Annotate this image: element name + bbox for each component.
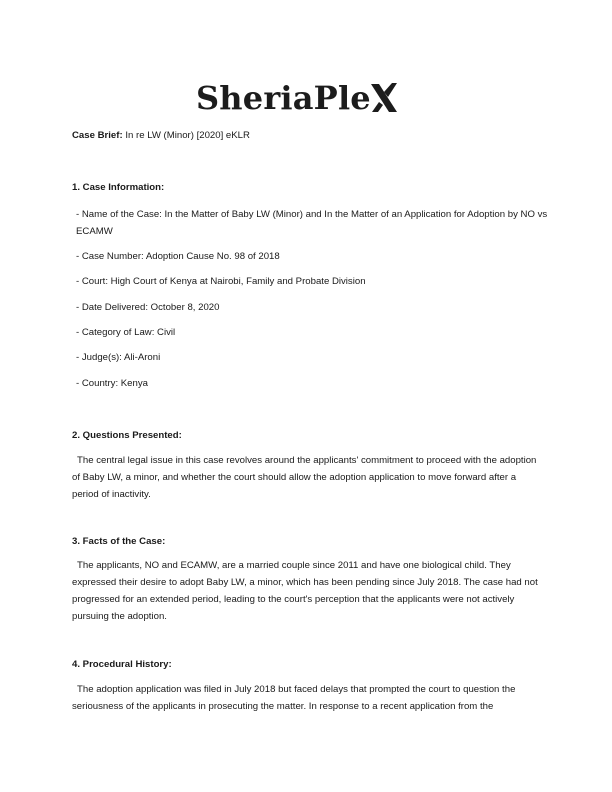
section-heading: 1. Case Information: (72, 182, 165, 193)
date-delivered-item: - Date Delivered: October 8, 2020 (76, 302, 220, 313)
sheriaplex-logo (196, 76, 426, 120)
case-brief-label: Case Brief: (72, 130, 123, 141)
section-heading: 3. Facts of the Case: (72, 536, 166, 547)
case-brief-line (72, 127, 544, 144)
case-name-item: - Name of the Case: In the Matter of Baby LW (Minor) and In the Matter of an Application for Adoption by NO vs ECAMW (76, 209, 548, 237)
judges-item: - Judge(s): Ali-Aroni (76, 352, 161, 363)
logo-x-mark-icon (370, 82, 398, 114)
questions-paragraph: The central legal issue in this case revolves around the applicants' commitment to proceed with the adoption of Baby LW, a minor, and whether the court should allow the adoption application to move forward after a period of inactivity. (72, 455, 537, 500)
case-number-item: - Case Number: Adoption Cause No. 98 of 2018 (76, 251, 280, 262)
section-heading: 4. Procedural History: (72, 659, 172, 670)
country-item: - Country: Kenya (76, 378, 148, 389)
logo-wordmark: SheriaPle (196, 79, 371, 117)
procedural-history-paragraph: The adoption application was filed in July 2018 but faced delays that prompted the court to question the seriousness of the applicants in prosecuting the matter. In response to a recent application from the (72, 684, 516, 712)
category-item: - Category of Law: Civil (76, 327, 176, 338)
court-item: - Court: High Court of Kenya at Nairobi, Family and Probate Division (76, 276, 366, 287)
case-brief-title: In re LW (Minor) [2020] eKLR (125, 130, 250, 141)
section-heading: 2. Questions Presented: (72, 430, 182, 441)
facts-paragraph: The applicants, NO and ECAMW, are a married couple since 2011 and have one biological child. They expressed their desire to adopt Baby LW, a minor, which has been pending since July 2018. The case had not progressed for an extended period, leading to the court's perception that the applicants were not actively pursuing the adoption. (72, 560, 538, 622)
